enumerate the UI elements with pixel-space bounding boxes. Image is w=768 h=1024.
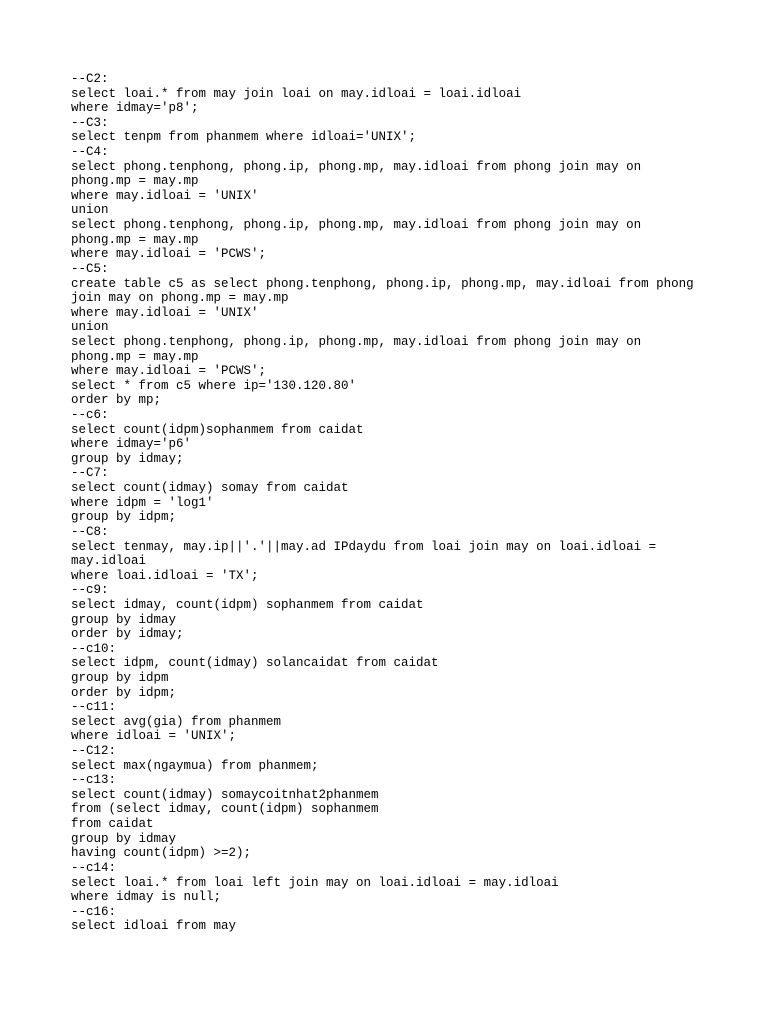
code-line: select tenmay, may.ip||'.'||may.ad IPdaydu from loai join may on loai.idloai =	[71, 539, 657, 554]
code-line: having count(idpm) >=2);	[71, 846, 252, 861]
code-line: select avg(gia) from phanmem	[71, 714, 282, 729]
code-line: select loai.* from may join loai on may.idloai = loai.idloai	[71, 86, 522, 101]
code-line: select idloai from may	[71, 919, 237, 934]
code-line: --c16:	[71, 904, 117, 919]
code-line: where idloai = 'UNIX';	[71, 729, 237, 744]
code-line: phong.mp = may.mp	[71, 349, 199, 364]
code-line: select phong.tenphong, phong.ip, phong.mp, may.idloai from phong join may on	[71, 218, 642, 233]
code-line: select tenpm from phanmem where idloai='UNIX';	[71, 130, 417, 145]
code-line: order by idmay;	[71, 627, 184, 642]
code-line: group by idpm;	[71, 510, 177, 525]
code-line: --c11:	[71, 700, 117, 715]
code-line: phong.mp = may.mp	[71, 174, 199, 189]
code-line: where loai.idloai = 'TX';	[71, 568, 259, 583]
code-line: --c14:	[71, 860, 117, 875]
code-line: group by idpm	[71, 670, 169, 685]
code-line: where idmay='p6'	[71, 437, 192, 452]
code-line: --C3:	[71, 115, 109, 130]
code-line: group by idmay;	[71, 451, 184, 466]
code-line: --C7:	[71, 466, 109, 481]
code-line: order by idpm;	[71, 685, 177, 700]
code-line: where idmay is null;	[71, 890, 222, 905]
code-line: select idpm, count(idmay) solancaidat from caidat	[71, 656, 439, 671]
code-line: may.idloai	[71, 554, 147, 569]
code-line: select idmay, count(idpm) sophanmem from caidat	[71, 597, 424, 612]
code-line: where idmay='p8';	[71, 101, 199, 116]
code-line: --c10:	[71, 641, 117, 656]
code-line: select loai.* from loai left join may on loai.idloai = may.idloai	[71, 875, 559, 890]
sql-document	[71, 72, 711, 934]
code-line: from (select idmay, count(idpm) sophanmem	[71, 802, 379, 817]
code-line: order by mp;	[71, 393, 162, 408]
code-line: --C12:	[71, 744, 117, 759]
code-line: create table c5 as select phong.tenphong, phong.ip, phong.mp, may.idloai from phong	[71, 276, 694, 291]
code-line: union	[71, 203, 109, 218]
code-line: --C4:	[71, 145, 109, 160]
code-line: where idpm = 'log1'	[71, 495, 214, 510]
code-line: group by idmay	[71, 612, 177, 627]
code-line: select count(idpm)sophanmem from caidat	[71, 422, 364, 437]
code-line: where may.idloai = 'PCWS';	[71, 247, 267, 262]
code-line: --c13:	[71, 773, 117, 788]
code-line: select phong.tenphong, phong.ip, phong.mp, may.idloai from phong join may on	[71, 159, 642, 174]
code-line: --C8:	[71, 524, 109, 539]
code-line: select count(idmay) somaycoitnhat2phanmem	[71, 787, 379, 802]
code-line: phong.mp = may.mp	[71, 232, 199, 247]
code-line: select * from c5 where ip='130.120.80'	[71, 378, 357, 393]
code-line: select count(idmay) somay from caidat	[71, 481, 349, 496]
code-line: --c6:	[71, 408, 109, 423]
code-line: from caidat	[71, 817, 154, 832]
code-line: select max(ngaymua) from phanmem;	[71, 758, 319, 773]
code-line: where may.idloai = 'UNIX'	[71, 188, 259, 203]
code-line: join may on phong.mp = may.mp	[71, 291, 289, 306]
code-line: --c9:	[71, 583, 109, 598]
code-line: where may.idloai = 'PCWS';	[71, 364, 267, 379]
code-line: --C5:	[71, 261, 109, 276]
code-line: union	[71, 320, 109, 335]
code-line: --C2:	[71, 72, 109, 86]
code-line: where may.idloai = 'UNIX'	[71, 305, 259, 320]
code-line: select phong.tenphong, phong.ip, phong.mp, may.idloai from phong join may on	[71, 334, 642, 349]
code-line: group by idmay	[71, 831, 177, 846]
